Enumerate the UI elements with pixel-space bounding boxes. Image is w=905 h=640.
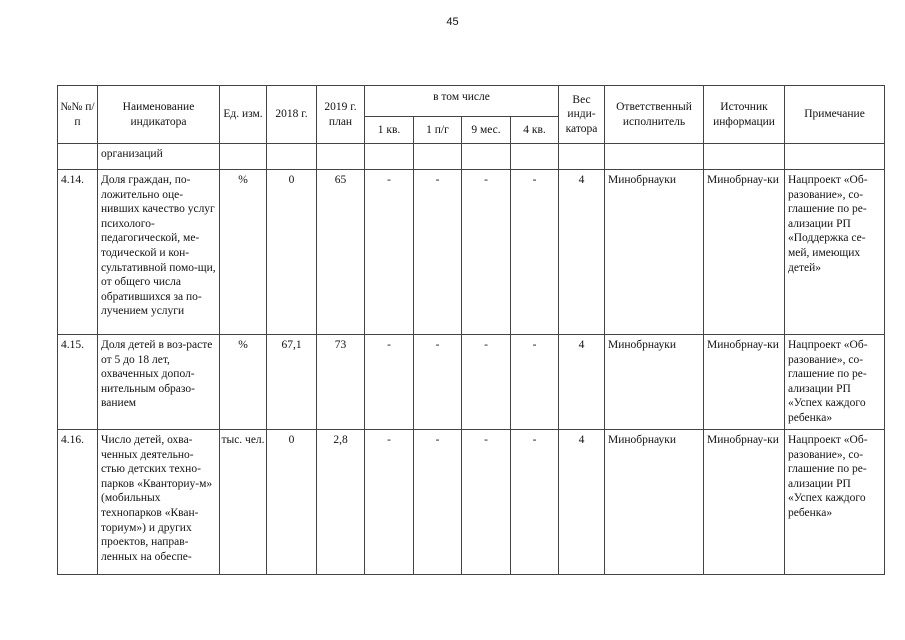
cell-2018: 67,1 — [267, 335, 317, 430]
cell-h1: - — [414, 335, 462, 430]
cell-unit — [220, 144, 267, 170]
cell-2019 — [317, 144, 365, 170]
cell-unit: % — [220, 170, 267, 335]
cell-q1: - — [365, 170, 414, 335]
cell-name: Число детей, охва-ченных деятельно-стью детских техно-парков «Кванториу-м» (мобильных технопарков «Кван-ториум») и других проектов, направ-ленных на обеспе- — [98, 430, 220, 575]
cell-2018: 0 — [267, 430, 317, 575]
col-header-including: в том числе — [365, 86, 559, 117]
col-header-weight: Вес инди-катора — [559, 86, 605, 144]
table-row — [58, 144, 885, 170]
cell-num — [58, 144, 98, 170]
col-header-9m: 9 мес. — [462, 117, 511, 144]
cell-q1: - — [365, 335, 414, 430]
cell-name: организаций — [98, 144, 220, 170]
cell-source: Минобрнау-ки — [704, 170, 785, 335]
cell-h1: - — [414, 430, 462, 575]
cell-name: Доля детей в воз-расте от 5 до 18 лет, охваченных допол-нительным образо-ванием — [98, 335, 220, 430]
cell-unit: тыс. чел. — [220, 430, 267, 575]
cell-h1: - — [414, 170, 462, 335]
indicators-table — [57, 85, 885, 575]
cell-2018: 0 — [267, 170, 317, 335]
col-header-note: Примечание — [785, 86, 885, 144]
cell-weight: 4 — [559, 430, 605, 575]
cell-h1 — [414, 144, 462, 170]
cell-note: Нацпроект «Об-разование», со-глашение по ре-ализации РП «Поддержка се-мей, имеющих детей» — [785, 170, 885, 335]
cell-9m: - — [462, 170, 511, 335]
cell-source: Минобрнау-ки — [704, 335, 785, 430]
cell-note: Нацпроект «Об-разование», со-глашение по ре-ализации РП «Успех каждого ребенка» — [785, 335, 885, 430]
cell-executor: Минобрнауки — [605, 335, 704, 430]
header-row — [58, 86, 885, 117]
col-header-executor: Ответственный исполнитель — [605, 86, 704, 144]
cell-2019: 73 — [317, 335, 365, 430]
cell-2019: 2,8 — [317, 430, 365, 575]
cell-note: Нацпроект «Об-разование», со-глашение по ре-ализации РП «Успех каждого ребенка» — [785, 430, 885, 575]
cell-weight — [559, 144, 605, 170]
col-header-2019: 2019 г. план — [317, 86, 365, 144]
cell-q1: - — [365, 430, 414, 575]
col-header-q1: 1 кв. — [365, 117, 414, 144]
cell-9m: - — [462, 430, 511, 575]
table-row — [58, 335, 885, 430]
cell-num: 4.15. — [58, 335, 98, 430]
cell-9m — [462, 144, 511, 170]
cell-num: 4.16. — [58, 430, 98, 575]
cell-executor — [605, 144, 704, 170]
cell-name: Доля граждан, по-ложительно оце-нивших качество услуг психолого-педагогической, ме-тодической и кон-сультативной помо-щи, от общего числа обратившихся за по-лучением услуги — [98, 170, 220, 335]
cell-2019: 65 — [317, 170, 365, 335]
cell-q4 — [511, 144, 559, 170]
col-header-h1: 1 п/г — [414, 117, 462, 144]
table-row — [58, 430, 885, 575]
cell-9m: - — [462, 335, 511, 430]
cell-q4: - — [511, 430, 559, 575]
cell-note — [785, 144, 885, 170]
col-header-unit: Ед. изм. — [220, 86, 267, 144]
cell-executor: Минобрнауки — [605, 430, 704, 575]
col-header-source: Источник информации — [704, 86, 785, 144]
cell-unit: % — [220, 335, 267, 430]
table-row — [58, 170, 885, 335]
cell-q4: - — [511, 335, 559, 430]
col-header-2018: 2018 г. — [267, 86, 317, 144]
cell-source — [704, 144, 785, 170]
cell-q1 — [365, 144, 414, 170]
cell-num: 4.14. — [58, 170, 98, 335]
col-header-num: №№ п/п — [58, 86, 98, 144]
cell-weight: 4 — [559, 335, 605, 430]
col-header-q4: 4 кв. — [511, 117, 559, 144]
cell-2018 — [267, 144, 317, 170]
cell-source: Минобрнау-ки — [704, 430, 785, 575]
col-header-name: Наименование индикатора — [98, 86, 220, 144]
cell-q4: - — [511, 170, 559, 335]
cell-weight: 4 — [559, 170, 605, 335]
cell-executor: Минобрнауки — [605, 170, 704, 335]
page-number: 45 — [446, 16, 459, 28]
